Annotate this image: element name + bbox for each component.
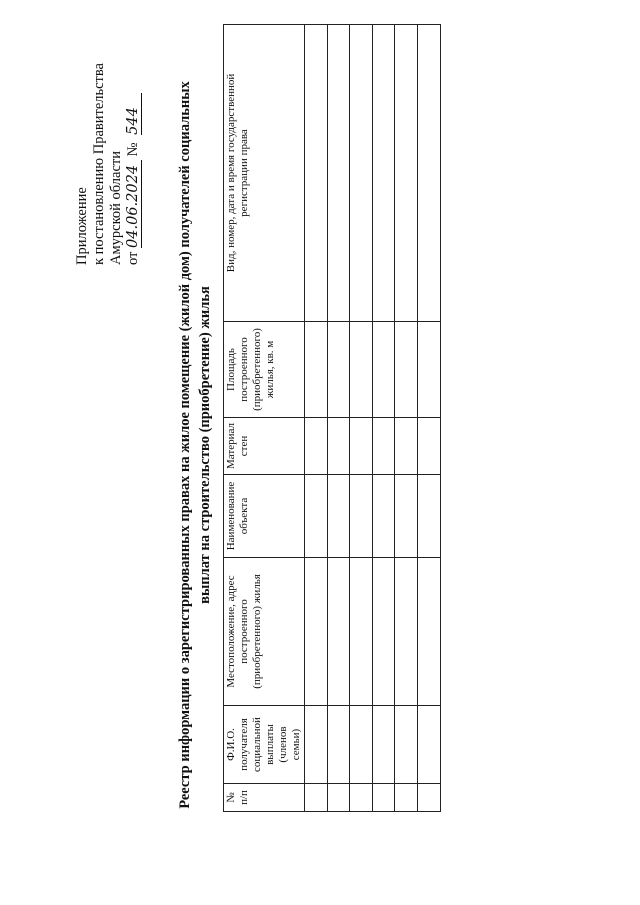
table-cell xyxy=(305,558,328,706)
header-object-name: Наименование объекта xyxy=(224,475,305,558)
handwritten-number: 544 xyxy=(126,93,142,135)
table-cell xyxy=(417,706,440,784)
table-cell xyxy=(417,25,440,322)
header-row xyxy=(224,25,305,812)
table-cell xyxy=(305,784,328,812)
appendix-line-1: Приложение xyxy=(74,187,90,265)
table-row xyxy=(372,25,395,812)
title-line-1: Реестр информации о зарегистрированных правах на жилое помещение (жилой дом) получателей социальных xyxy=(177,81,193,809)
document-title xyxy=(175,25,215,865)
table-body xyxy=(305,25,441,812)
table-cell xyxy=(372,784,395,812)
registry-table xyxy=(223,24,441,812)
handwritten-date: 04.06.2024 xyxy=(126,160,142,248)
appendix-date-line xyxy=(125,63,142,265)
table-cell xyxy=(417,784,440,812)
appendix-line-3: Амурской области xyxy=(108,151,124,265)
table-row xyxy=(417,25,440,812)
header-recipient-name: Ф.И.О. получателя социальной выплаты (членов семьи) xyxy=(224,706,305,784)
table-row xyxy=(327,25,350,812)
table-cell xyxy=(372,25,395,322)
table-cell xyxy=(372,418,395,475)
table-cell xyxy=(417,322,440,418)
table-cell xyxy=(395,418,418,475)
header-location: Местоположение, адрес построенного (приобретенного) жилья xyxy=(224,558,305,706)
table-cell xyxy=(305,322,328,418)
header-registration: Вид, номер, дата и время государственной регистрации права xyxy=(224,25,305,322)
table-cell xyxy=(305,418,328,475)
table-cell xyxy=(350,706,373,784)
table-row xyxy=(350,25,373,812)
table-cell xyxy=(395,784,418,812)
table-cell xyxy=(327,322,350,418)
table-cell xyxy=(372,558,395,706)
table-cell xyxy=(350,322,373,418)
table-cell xyxy=(372,322,395,418)
table-cell xyxy=(372,706,395,784)
date-prefix: от xyxy=(125,251,141,265)
table-cell xyxy=(350,558,373,706)
table-row xyxy=(305,25,328,812)
table-cell xyxy=(305,25,328,322)
table-cell xyxy=(395,706,418,784)
appendix-line-2: к постановлению Правительства xyxy=(91,63,107,265)
table-cell xyxy=(350,418,373,475)
table-cell xyxy=(327,475,350,558)
header-area: Площадь построенного (приобретенного) жилья, кв. м xyxy=(224,322,305,418)
table-cell xyxy=(327,558,350,706)
table-cell xyxy=(417,558,440,706)
appendix-block xyxy=(74,63,142,265)
table-cell xyxy=(417,475,440,558)
table-cell xyxy=(350,25,373,322)
table-cell xyxy=(327,784,350,812)
table-cell xyxy=(305,475,328,558)
table-cell xyxy=(350,475,373,558)
table-cell xyxy=(327,706,350,784)
number-sign: № xyxy=(125,142,141,157)
table-cell xyxy=(327,25,350,322)
table-row xyxy=(395,25,418,812)
header-wall-material: Материал стен xyxy=(224,418,305,475)
table-cell xyxy=(372,475,395,558)
table-cell xyxy=(350,784,373,812)
table-cell xyxy=(395,558,418,706)
table-cell xyxy=(305,706,328,784)
title-line-2: выплат на строительство (приобретение) жилья xyxy=(197,286,213,604)
table-cell xyxy=(395,25,418,322)
table-cell xyxy=(395,322,418,418)
table-cell xyxy=(417,418,440,475)
table-cell xyxy=(327,418,350,475)
header-number: № п/п xyxy=(224,784,305,812)
table-cell xyxy=(395,475,418,558)
